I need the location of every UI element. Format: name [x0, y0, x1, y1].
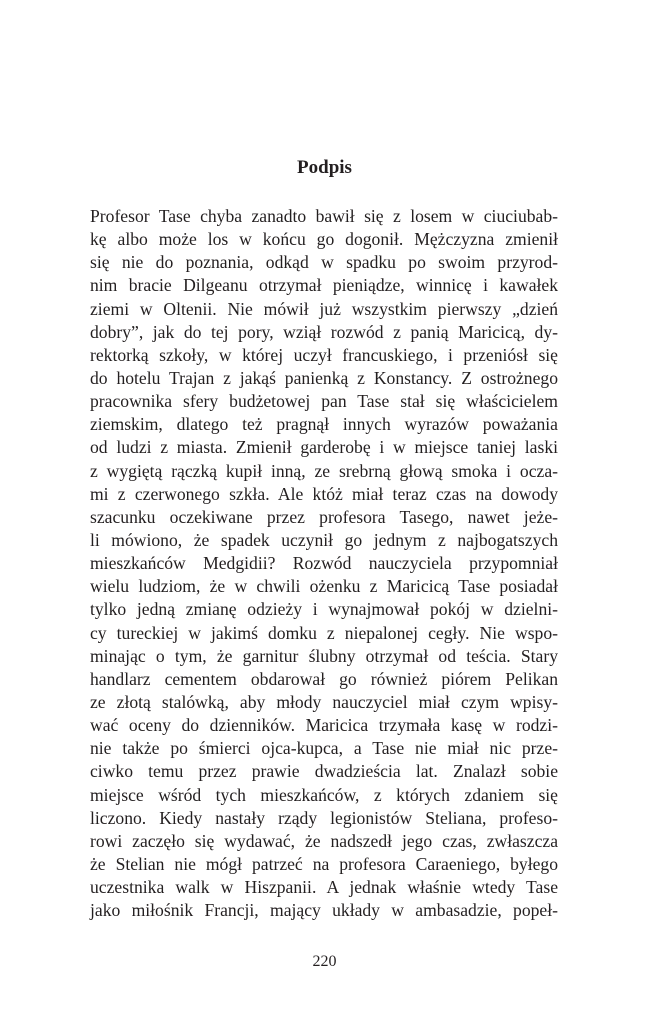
text-line: cy tureckiej w jakimś domku z niepalonej cegły. Nie wspo- [90, 622, 558, 643]
text-line: ciwko temu przez prawie dwadzieścia lat. Znalazł sobie [90, 761, 558, 782]
text-line: handlarz cementem obdarował go również piórem Pelikan [90, 668, 558, 689]
text-line: z wygiętą rączką kupił inną, ze srebrną głową smoka i ocza- [90, 460, 558, 481]
text-line: tylko jedną zmianę odzieży i wynajmował pokój w dzielni- [90, 599, 558, 620]
text-line: nim bracie Dilgeanu otrzymał pieniądze, winnicę i kawałek [90, 275, 558, 296]
text-line: do hotelu Trajan z jakąś panienką z Konstancy. Z ostrożnego [90, 367, 558, 388]
text-line: ziemskim, dlatego też pragnął innych wyrazów poważania [90, 414, 558, 435]
chapter-title: Podpis [297, 157, 352, 178]
text-line: liczono. Kiedy nastały rządy legionistów Steliana, profeso- [90, 807, 558, 828]
text-line: mieszkańców Medgidii? Rozwód nauczyciela przypomniał [90, 553, 558, 574]
text-line: się nie do poznania, odkąd w spadku po swoim przyrod- [90, 252, 558, 273]
text-line: miejsce wśród tych mieszkańców, z których zdaniem się [90, 784, 558, 805]
body-paragraph [90, 205, 558, 922]
text-line: rektorką szkoły, w której uczył francuskiego, i przeniósł się [90, 344, 558, 365]
page-number: 220 [312, 953, 337, 970]
text-line: wielu ludziom, że w chwili ożenku z Maricicą Tase posiadał [90, 576, 558, 597]
text-line: dobry”, jak do tej pory, wziął rozwód z panią Maricicą, dy- [90, 321, 558, 342]
text-line: jako miłośnik Francji, mający układy w ambasadzie, popeł- [90, 900, 558, 921]
text-line: wać oceny do dzienników. Maricica trzymała kasę w rodzi- [90, 715, 558, 736]
text-line: szacunku oczekiwane przez profesora Tasego, nawet jeże- [90, 506, 558, 527]
text-line: nie także po śmierci ojca-kupca, a Tase nie miał nic prze- [90, 738, 558, 759]
text-line: li mówiono, że spadek uczynił go jednym z najbogatszych [90, 529, 558, 550]
text-line: ze złotą stalówką, aby młody nauczyciel miał czym wpisy- [90, 691, 558, 712]
text-line: od ludzi z miasta. Zmienił garderobę i w miejsce taniej laski [90, 437, 558, 458]
text-line: rowi zaczęło się wydawać, że nadszedł jego czas, zwłaszcza [90, 830, 558, 851]
text-line: minając o tym, że garnitur ślubny otrzymał od teścia. Stary [90, 645, 558, 666]
text-line: pracownika sfery budżetowej pan Tase stał się właścicielem [90, 391, 558, 412]
text-line: ziemi w Oltenii. Nie mówił już wszystkim pierwszy „dzień [90, 298, 558, 319]
text-line: kę albo może los w końcu go dogonił. Mężczyzna zmienił [90, 229, 558, 250]
text-line: Profesor Tase chyba zanadto bawił się z losem w ciuciubab- [90, 206, 558, 226]
text-line: mi z czerwonego szkła. Ale któż miał teraz czas na dowody [90, 483, 558, 504]
text-line: uczestnika walk w Hiszpanii. A jednak właśnie wtedy Tase [90, 877, 558, 898]
text-line: że Stelian nie mógł patrzeć na profesora Caraeniego, byłego [90, 853, 558, 874]
